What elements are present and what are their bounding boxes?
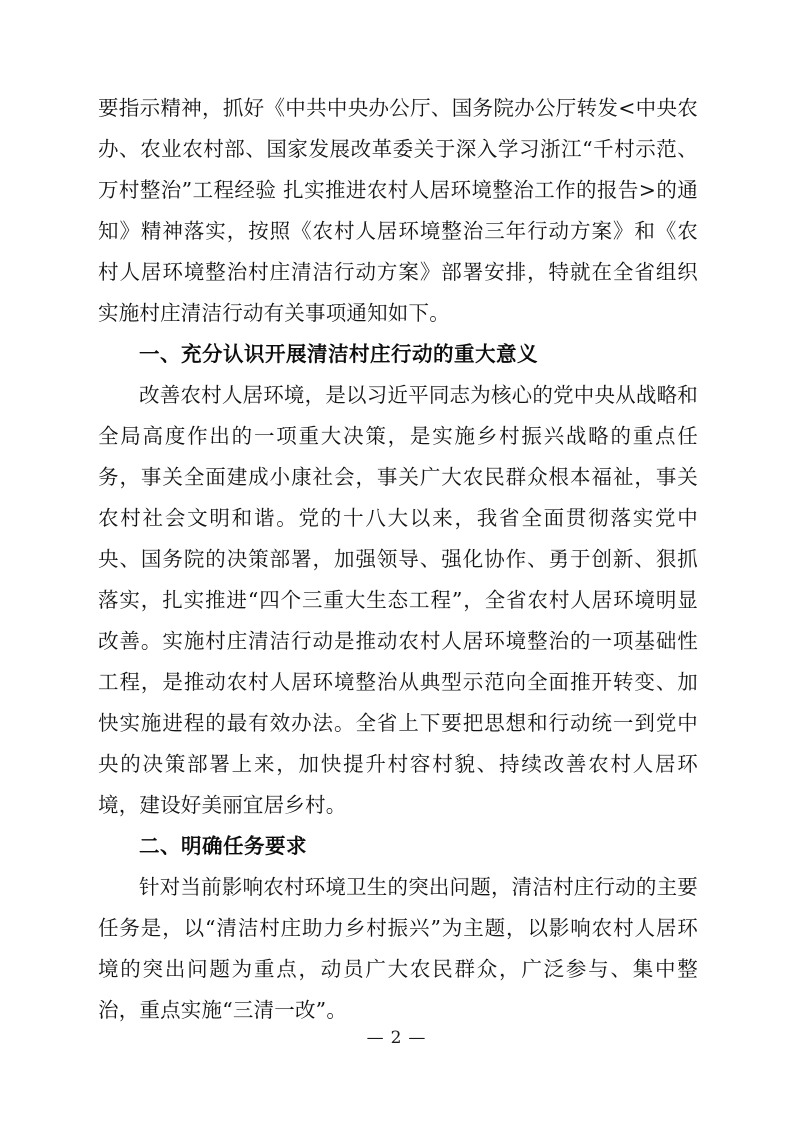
footer-left-dash: — <box>366 1028 385 1048</box>
section-heading-two: 二、明确任务要求 <box>139 834 307 858</box>
paragraph-opening: 要指示精神，抓好《中共中央办公厅、国务院办公厅转发<中央农办、农业农村部、国家发展改革委关于深入学习浙江“千村示范、万村整治”工程经验 扎实推进农村人居环境整治工作的报告>的通知》精神落实，按照《农村人居环境整治三年行动方案》和《农村人居环境整治村庄清洁行动方案》部署安排，特就在全省组织实施村庄清洁行动有关事项通知如下。 <box>98 96 698 325</box>
paragraph-section-two-body: 针对当前影响农村环境卫生的突出问题，清洁村庄行动的主要任务是，以“清洁村庄助力乡村振兴”为主题，以影响农村人居环境的突出问题为重点，动员广大农民群众，广泛参与、集中整治，重点实施“三清一改”。 <box>98 875 698 1022</box>
footer-page-number: 2 <box>390 1028 403 1048</box>
page-footer <box>0 1028 793 1048</box>
paragraph-section-one-body: 改善农村人居环境，是以习近平同志为核心的党中央从战略和全局高度作出的一项重大决策，是实施乡村振兴战略的重点任务，事关全面建成小康社会，事关广大农民群众根本福祉，事关农村社会文明和谐。党的十八大以来，我省全面贯彻落实党中央、国务院的决策部署，加强领导、强化协作、勇于创新、狠抓落实，扎实推进“四个三重大生态工程”，全省农村人居环境明显改善。实施村庄清洁行动是推动农村人居环境整治的一项基础性工程，是推动农村人居环境整治从典型示范向全面推开转变、加快实施进程的最有效办法。全省上下要把思想和行动统一到党中央的决策部署上来，加快提升村容村貌、持续改善农村人居环境，建设好美丽宜居乡村。 <box>98 383 698 817</box>
footer-right-dash: — <box>408 1028 427 1048</box>
document-body <box>98 88 698 1031</box>
section-heading-one: 一、充分认识开展清洁村庄行动的重大意义 <box>139 342 538 366</box>
